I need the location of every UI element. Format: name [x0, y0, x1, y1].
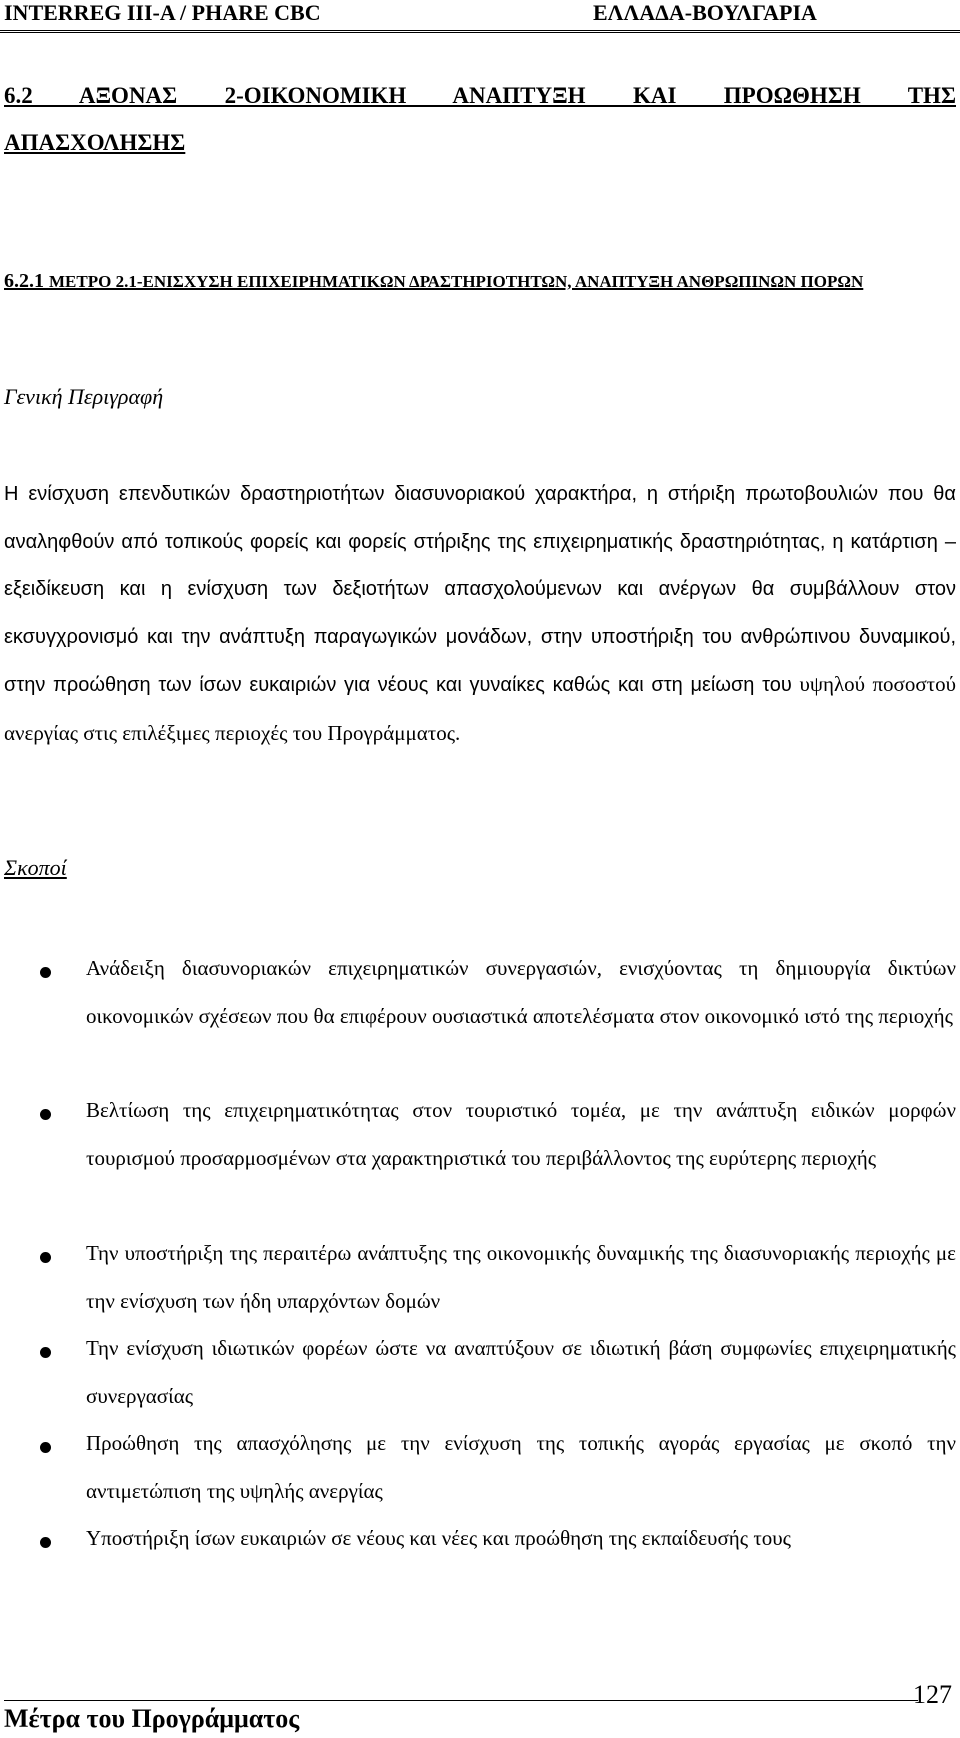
- general-description-body: [4, 471, 956, 758]
- footer-title: Μέτρα του Προγράμματος: [4, 1704, 300, 1733]
- bullet-icon: [40, 967, 51, 978]
- bullet-icon: [40, 1537, 51, 1548]
- bullet-icon: [40, 1252, 51, 1263]
- aim-item: Ανάδειξη διασυνοριακών επιχειρηματικών συνεργασιών, ενισχύοντας τη δημιουργία δικτύων οικονομικών σχέσεων που θα επιφέρουν ουσιαστικά αποτελέσματα στον οικονομικό ιστό της περιοχής: [86, 956, 956, 1028]
- page-header: [0, 0, 960, 33]
- aim-item: Προώθηση της απασχόλησης με την ενίσχυση της τοπικής αγοράς εργασίας με σκοπό την αντιμετώπιση της υψηλής ανεργίας: [86, 1431, 956, 1503]
- section-title-line2: ΑΠΑΣΧΟΛΗΣΗΣ: [4, 130, 186, 155]
- bullet-icon: [40, 1442, 51, 1453]
- measure-label: ΜΕΤΡΟ 2.1-ΕΝΙΣΧΥΣΗ ΕΠΙΧΕΙΡΗΜΑΤΙΚΩΝ ΔΡΑΣΤΗΡΙΟΤΗΤΩΝ, ΑΝΑΠΤΥΞΗ ΑΝΘΡΩΠΙΝΩΝ ΠΟΡΩΝ: [49, 272, 864, 291]
- general-description-last-line: υψηλού ποσοστού ανεργίας στις επιλέξιμες περιοχές του Προγράμματος.: [4, 672, 957, 745]
- general-description-heading: Γενική Περιγραφή: [4, 384, 164, 409]
- aim-item: Την υποστήριξη της περαιτέρω ανάπτυξης της οικονομικής δυναμικής της διασυνοριακής περιοχής με την ενίσχυση των ήδη υπαρχόντων δομών: [86, 1241, 956, 1313]
- measure-title: [4, 258, 956, 305]
- page-number: 127: [913, 1680, 952, 1709]
- bullet-icon: [40, 1347, 51, 1358]
- aim-item: Υποστήριξη ίσων ευκαιριών σε νέους και νέες και προώθηση της εκπαίδευσής τους: [86, 1526, 791, 1550]
- aim-item: Βελτίωση της επιχειρηματικότητας στον τουριστικό τομέα, με την ανάπτυξη ειδικών μορφών τουρισμού προσαρμοσμένων στα χαρακτηριστικά του περιβάλλοντος της ευρύτερης περιοχής: [86, 1098, 956, 1170]
- general-description-text: Η ενίσχυση επενδυτικών δραστηριοτήτων διασυνοριακού χαρακτήρα, η στήριξη πρωτοβουλιών που θα αναληφθούν από τοπικούς φορείς και φορείς στήριξης της επιχειρηματικής δραστηριότητας, η κατάρτιση – εξειδίκευση και η ενίσχυση των δεξιοτήτων απασχολούμενων και ανέργων θα συμβάλλουν στον εκσυγχρονισμό και την ανάπτυξη παραγωγικών μονάδων, στην υποστήριξη του ανθρώπινου δυναμικού, στην προώθηση των ίσων ευκαιριών για νέους και γυναίκες καθώς και στη μείωση του: [4, 483, 956, 696]
- measure-number: 6.2.1: [4, 270, 44, 292]
- section-title-line1: 6.2 ΑΞΟΝΑΣ 2-ΟΙΚΟΝΟΜΙΚΗ ΑΝΑΠΤΥΞΗ ΚΑΙ ΠΡΟΩΘΗΣΗ ΤΗΣ: [4, 83, 956, 108]
- header-program-name: INTERREG III-A / PHARE CBC: [4, 0, 321, 25]
- aims-heading: Σκοποί: [4, 855, 67, 880]
- aim-item: Την ενίσχυση ιδιωτικών φορέων ώστε να αναπτύξουν σε ιδιωτική βάση συμφωνίες επιχειρηματικής συνεργασίας: [86, 1336, 956, 1408]
- footer-rule: [4, 1700, 918, 1701]
- header-region: ΕΛΛΑΔΑ-ΒΟΥΛΓΑΡΙΑ: [593, 0, 817, 25]
- bullet-icon: [40, 1109, 51, 1120]
